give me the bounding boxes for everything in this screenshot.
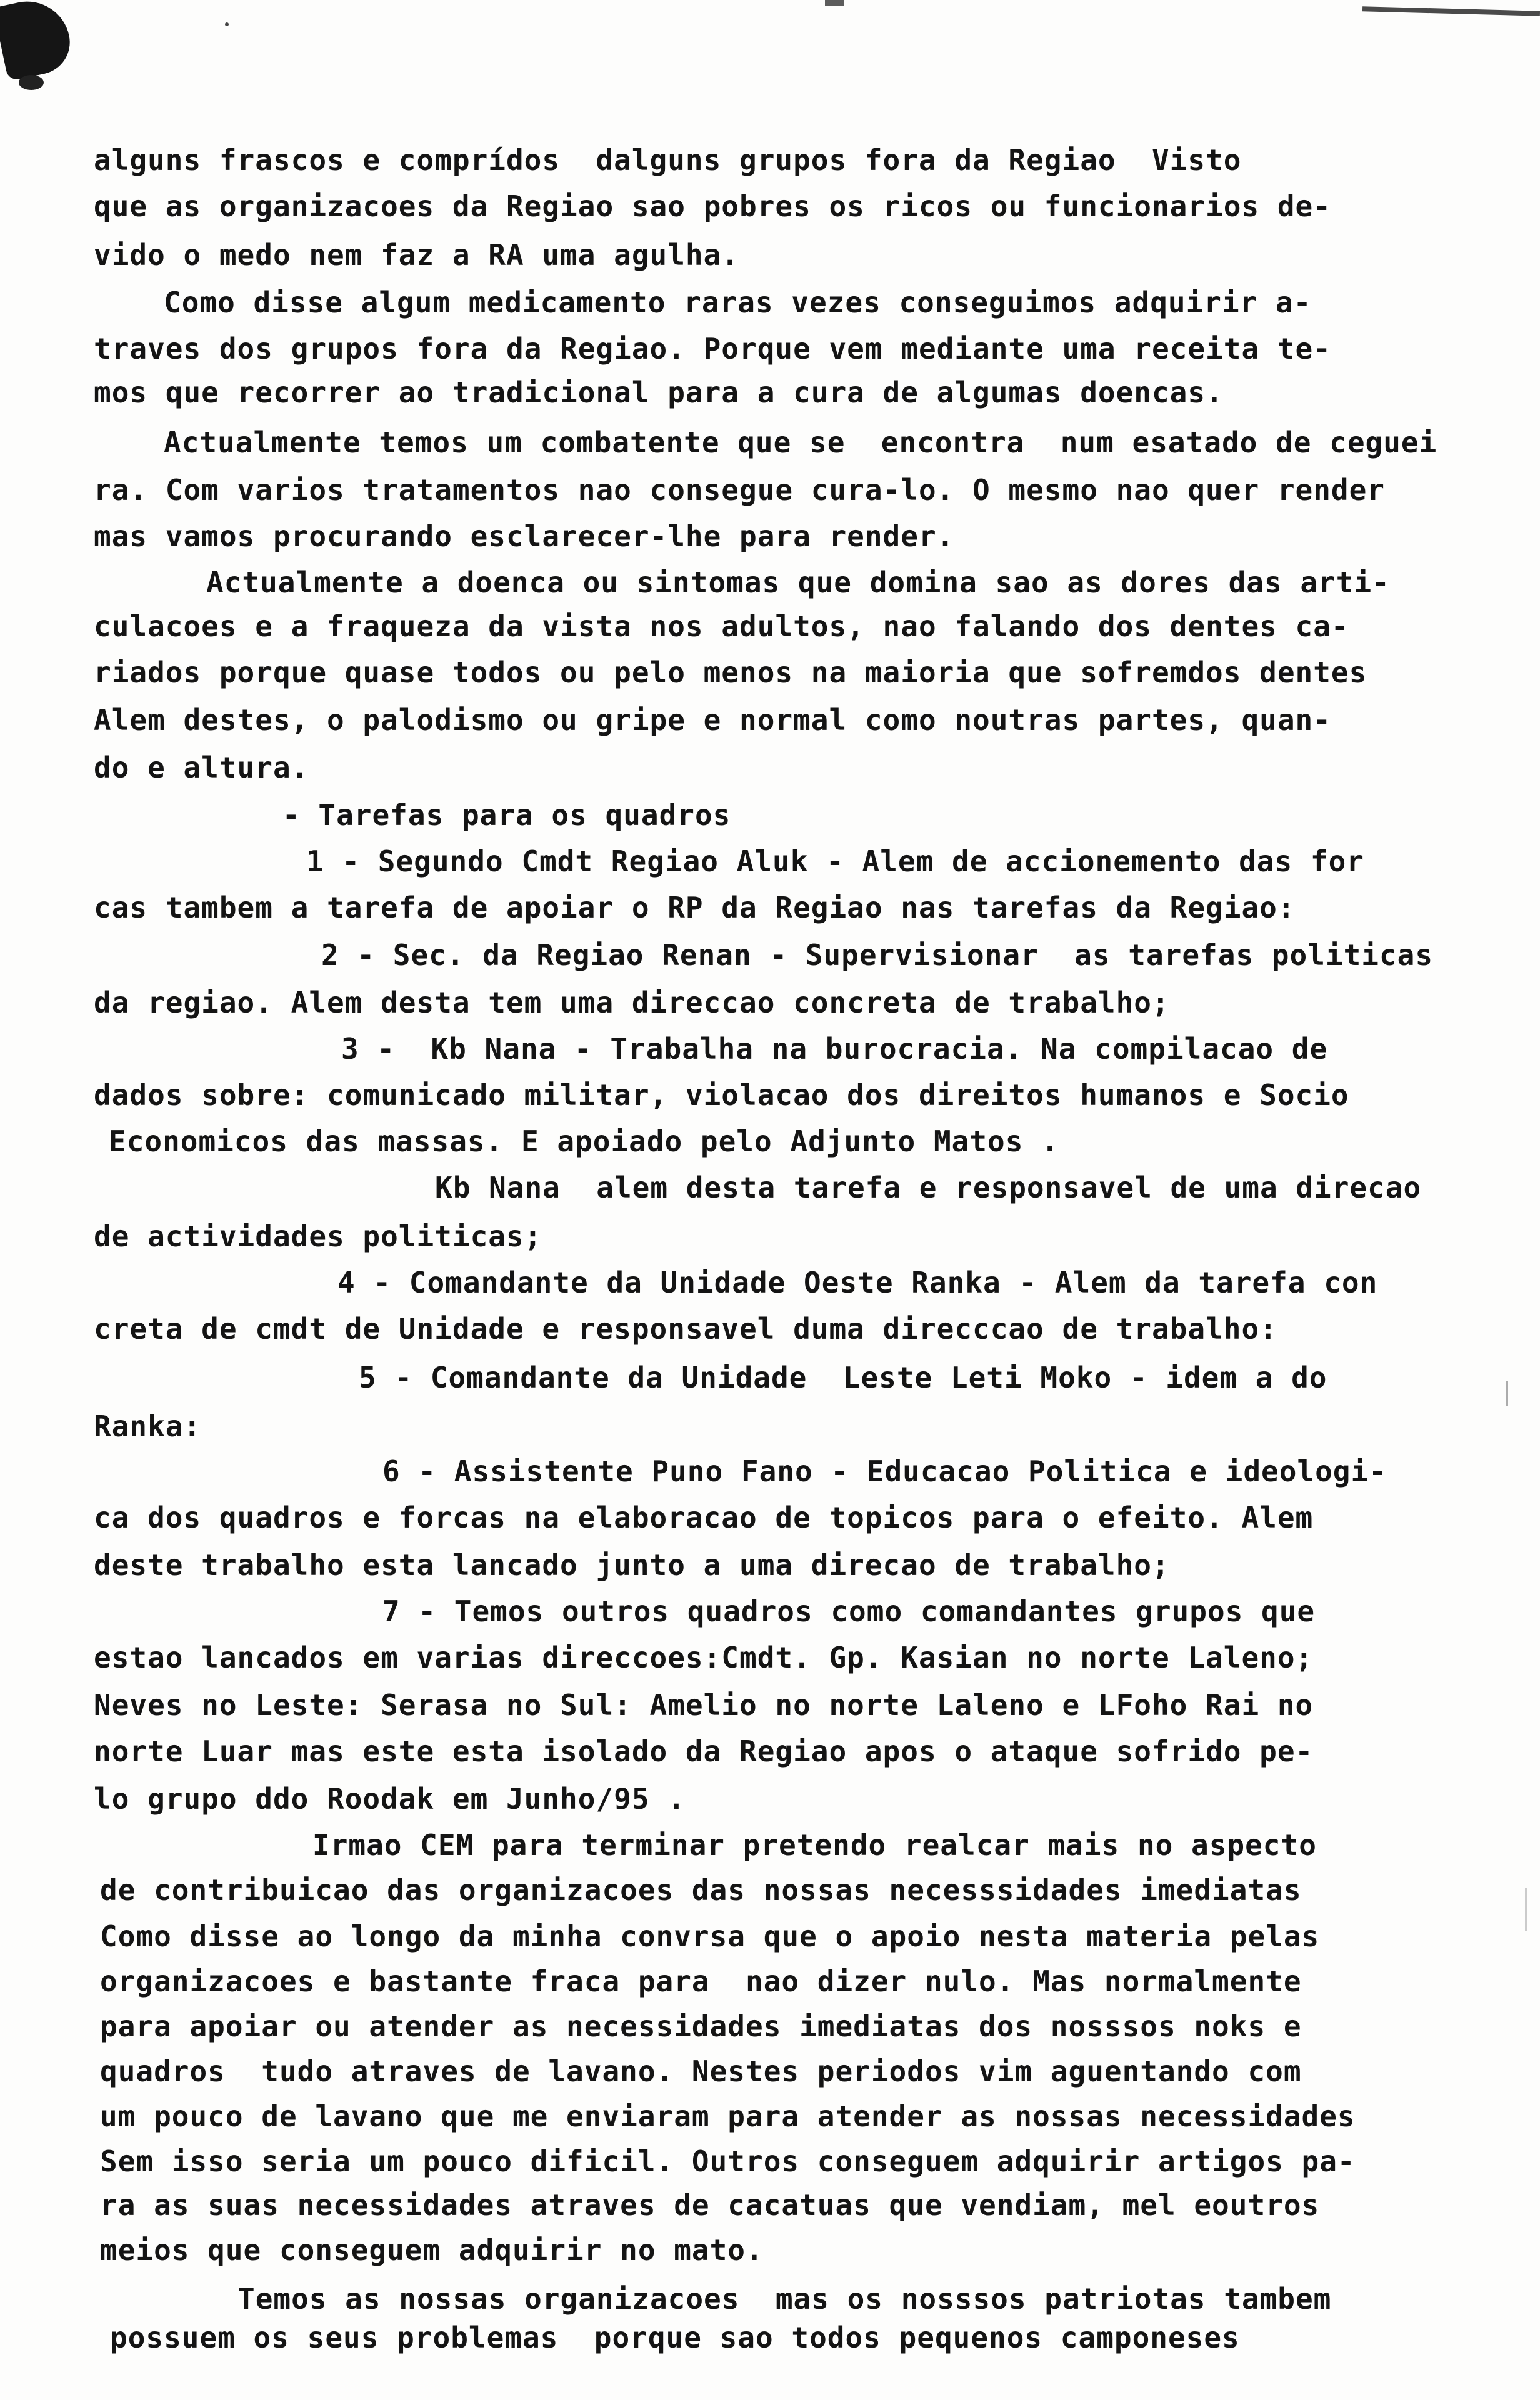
text-line: Actualmente temos um combatente que se encontra num esatado de ceguei	[164, 426, 1438, 459]
text-line: Neves no Leste: Serasa no Sul: Amelio no norte Laleno e LFoho Rai no	[94, 1688, 1314, 1722]
text-line: creta de cmdt de Unidade e responsavel duma direcccao de trabalho:	[94, 1312, 1278, 1346]
text-line: que as organizacoes da Regiao sao pobres os ricos ou funcionarios de-	[94, 189, 1331, 223]
text-line: norte Luar mas este esta isolado da Regiao apos o ataque sofrido pe-	[94, 1734, 1314, 1768]
text-line: de contribuicao das organizacoes das nossas necesssidades imediatas	[100, 1873, 1302, 1907]
text-line: 5 - Comandante da Unidade Leste Leti Moko - idem a do	[359, 1361, 1328, 1394]
text-line: possuem os seus problemas porque sao todos pequenos camponeses	[110, 2321, 1240, 2354]
text-line: ra as suas necessidades atraves de cacatuas que vendiam, mel eoutros	[100, 2188, 1320, 2222]
text-line: mas vamos procurando esclarecer-lhe para render.	[94, 519, 955, 553]
text-line: 6 - Assistente Puno Fano - Educacao Politica e ideologi-	[382, 1454, 1387, 1488]
text-line: Economicos das massas. E apoiado pelo Adjunto Matos .	[109, 1124, 1059, 1158]
text-line: cas tambem a tarefa de apoiar o RP da Regiao nas tarefas da Regiao:	[94, 891, 1296, 924]
text-line: Temos as nossas organizacoes mas os nosssos patriotas tambem	[238, 2282, 1332, 2316]
text-line: quadros tudo atraves de lavano. Nestes periodos vim aguentando com	[100, 2054, 1302, 2088]
text-line: estao lancados em varias direccoes:Cmdt. Gp. Kasian no norte Laleno;	[94, 1641, 1314, 1674]
text-line: 2 - Sec. da Regiao Renan - Supervisionar as tarefas politicas	[321, 938, 1434, 972]
text-line: Como disse algum medicamento raras vezes conseguimos adquirir a-	[164, 286, 1312, 319]
text-line: traves dos grupos fora da Regiao. Porque vem mediante uma receita te-	[94, 332, 1331, 366]
text-line: da regiao. Alem desta tem uma direccao concreta de trabalho;	[94, 986, 1170, 1019]
text-line: Actualmente a doenca ou sintomas que domina sao as dores das arti-	[206, 566, 1390, 599]
text-line: Alem destes, o palodismo ou gripe e normal como noutras partes, quan-	[94, 703, 1331, 737]
text-line: 4 - Comandante da Unidade Oeste Ranka - Alem da tarefa con	[338, 1266, 1378, 1299]
text-line: Como disse ao longo da minha convrsa que o apoio nesta materia pelas	[100, 1919, 1320, 1953]
text-line: 3 - Kb Nana - Trabalha na burocracia. Na compilacao de	[341, 1032, 1328, 1066]
text-line: 7 - Temos outros quadros como comandantes grupos que	[382, 1594, 1316, 1628]
text-line: riados porque quase todos ou pelo menos na maioria que sofremdos dentes	[94, 656, 1368, 689]
text-line: lo grupo ddo Roodak em Junho/95 .	[94, 1782, 686, 1816]
text-line: culacoes e a fraqueza da vista nos adultos, nao falando dos dentes ca-	[94, 609, 1349, 643]
text-line: mos que recorrer ao tradicional para a cura de algumas doencas.	[94, 376, 1224, 409]
text-line: ca dos quadros e forcas na elaboracao de topicos para o efeito. Alem	[94, 1501, 1314, 1534]
text-line: Ranka:	[94, 1409, 202, 1443]
text-line: Irmao CEM para terminar pretendo realcar mais no aspecto	[312, 1828, 1317, 1862]
text-line: organizacoes e bastante fraca para nao dizer nulo. Mas normalmente	[100, 1964, 1302, 1998]
text-line: de actividades politicas;	[94, 1219, 542, 1253]
text-line: do e altura.	[94, 751, 309, 784]
text-line: ra. Com varios tratamentos nao consegue cura-lo. O mesmo nao quer render	[94, 473, 1385, 507]
text-line: deste trabalho esta lancado junto a uma direcao de trabalho;	[94, 1548, 1170, 1582]
text-line: alguns frascos e comprídos dalguns grupos fora da Regiao Visto	[94, 143, 1242, 177]
text-line: um pouco de lavano que me enviaram para atender as nossas necessidades	[100, 2099, 1356, 2133]
text-line: Sem isso seria um pouco dificil. Outros conseguem adquirir artigos pa-	[100, 2144, 1356, 2178]
text-line: vido o medo nem faz a RA uma agulha.	[94, 238, 739, 272]
text-line: Kb Nana alem desta tarefa e responsavel de uma direcao	[435, 1171, 1422, 1204]
section-heading: - Tarefas para os quadros	[282, 798, 731, 832]
text-line: dados sobre: comunicado militar, violacao dos direitos humanos e Socio	[94, 1078, 1349, 1112]
text-line: para apoiar ou atender as necessidades imediatas dos nosssos noks e	[100, 2009, 1302, 2043]
text-line: 1 - Segundo Cmdt Regiao Aluk - Alem de accionemento das for	[306, 844, 1364, 878]
text-line: meios que conseguem adquirir no mato.	[100, 2233, 764, 2267]
